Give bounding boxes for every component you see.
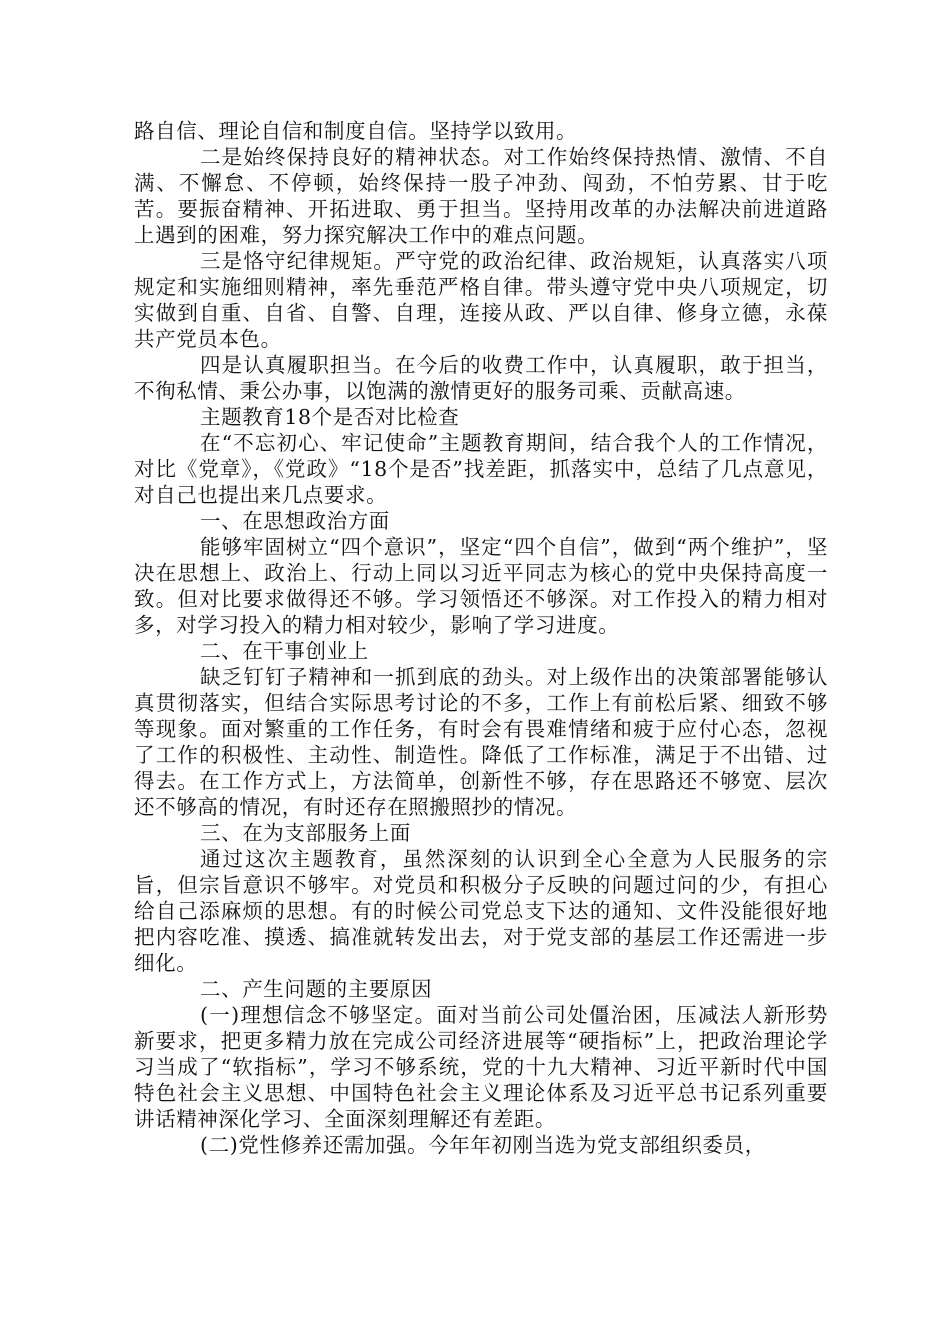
section-heading: 一、在思想政治方面 bbox=[200, 509, 390, 533]
paragraph: 二是始终保持良好的精神状态。对工作始终保持热情、激情、不自满、不懈怠、不停顿，始终保持一股子冲劲、闯劲，不怕劳累、甘于吃苦。要振奋精神、开拓进取、勇于担当。坚持用改革的办法解决前进道路上遇到的困难，努力探究解决工作中的难点问题。 bbox=[134, 145, 828, 247]
section-heading: 二、在干事创业上 bbox=[200, 639, 369, 663]
section-heading: 二、产生问题的主要原因 bbox=[200, 977, 433, 1001]
paragraph: 能够牢固树立“四个意识”，坚定“四个自信”，做到“两个维护”，坚决在思想上、政治上、行动上同以习近平同志为核心的党中央保持高度一致。但对比要求做得还不够。学习领悟还不够深。对工作投入的精力相对多，对学习投入的精力相对较少，影响了学习进度。 bbox=[134, 535, 828, 637]
paragraph: 通过这次主题教育，虽然深刻的认识到全心全意为人民服务的宗旨，但宗旨意识不够牢。对党员和积极分子反映的问题过问的少，有担心给自己添麻烦的思想。有的时候公司党总支下达的通知、文件没能很好地把内容吃准、摸透、搞准就转发出去，对于党支部的基层工作还需进一步细化。 bbox=[134, 847, 828, 975]
paragraph: 四是认真履职担当。在今后的收费工作中，认真履职，敢于担当，不徇私情、秉公办事，以饱满的激情更好的服务司乘、贡献高速。 bbox=[134, 353, 828, 403]
paragraph: 路自信、理论自信和制度自信。坚持学以致用。 bbox=[134, 119, 578, 143]
section-heading: 三、在为支部服务上面 bbox=[200, 821, 411, 845]
paragraph: 三是恪守纪律规矩。严守党的政治纪律、政治规矩，认真落实八项规定和实施细则精神，率先垂范严格自律。带头遵守党中央八项规定，切实做到自重、自省、自警、自理，连接从政、严以自律、修身立德，永葆共产党员本色。 bbox=[134, 249, 828, 351]
section-heading: 主题教育18个是否对比检查 bbox=[200, 405, 460, 429]
paragraph: (一)理想信念不够坚定。面对当前公司处僵治困，压减法人新形势新要求，把更多精力放在完成公司经济进展等“硬指标”上，把政治理论学习当成了“软指标”，学习不够系统，党的十九大精神、习近平新时代中国特色社会主义思想、中国特色社会主义理论体系及习近平总书记系列重要讲话精神深化学习、全面深刻理解还有差距。 bbox=[134, 1003, 828, 1131]
paragraph: 在“不忘初心、牢记使命”主题教育期间，结合我个人的工作情况，对比《党章》，《党政》“18个是否”找差距，抓落实中，总结了几点意见，对自己也提出来几点要求。 bbox=[134, 431, 828, 507]
document-body bbox=[134, 118, 828, 1158]
paragraph: 缺乏钉钉子精神和一抓到底的劲头。对上级作出的决策部署能够认真贯彻落实，但结合实际思考讨论的不多，工作上有前松后紧、细致不够等现象。面对繁重的工作任务，有时会有畏难情绪和疲于应付心态，忽视了工作的积极性、主动性、制造性。降低了工作标准，满足于不出错、过得去。在工作方式上，方法简单，创新性不够，存在思路还不够宽、层次还不够高的情况，有时还存在照搬照抄的情况。 bbox=[134, 665, 828, 819]
paragraph: (二)党性修养还需加强。今年年初刚当选为党支部组织委员， bbox=[200, 1133, 766, 1157]
